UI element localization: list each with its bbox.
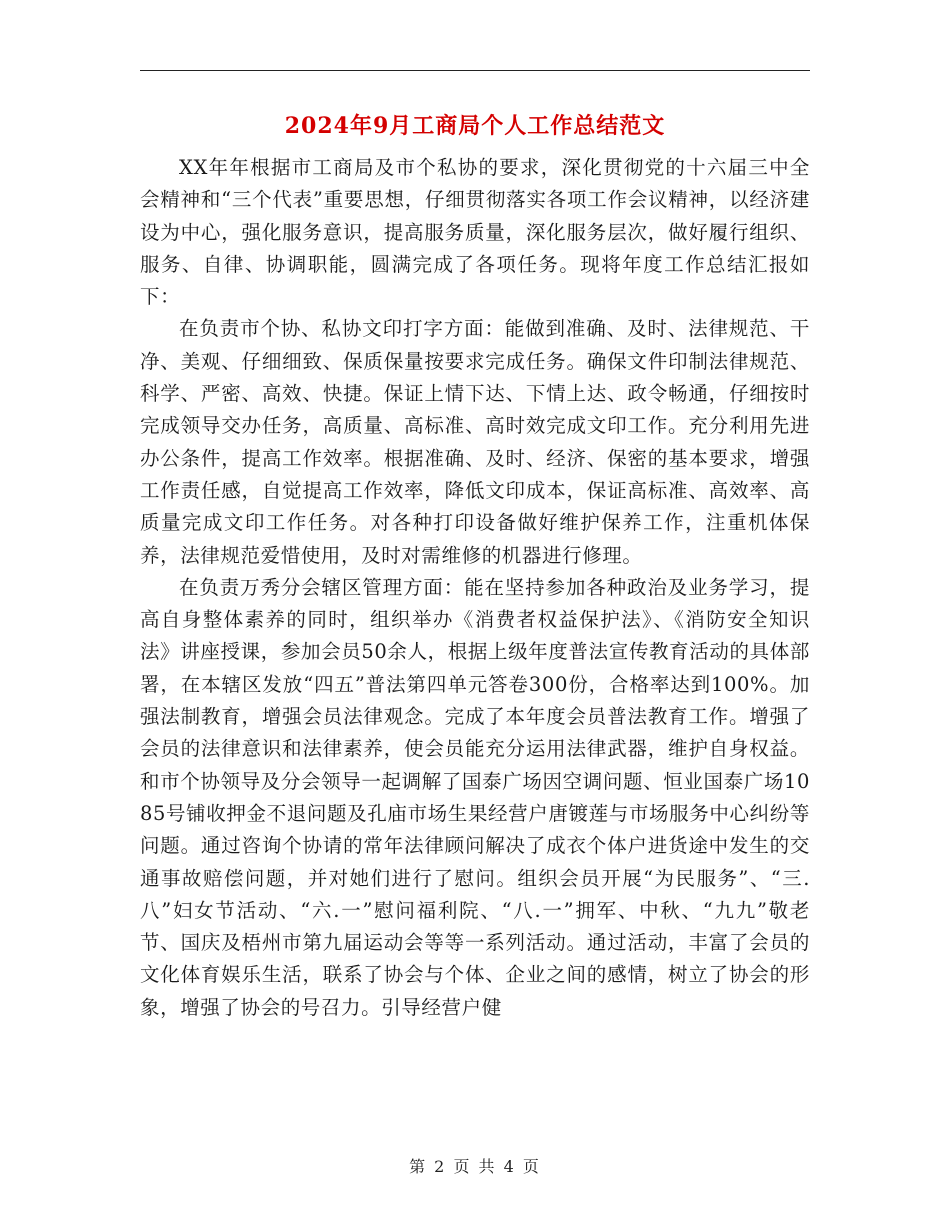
paragraph-printing: 在负责市个协、私协文印打字方面：能做到准确、及时、法律规范、干净、美观、仔细细致、保质保量按要求完成任务。确保文件印制法律规范、科学、严密、高效、快捷。保证上情下达、下情上达、政令畅通，仔细按时完成领导交办任务，高质量、高标准、高时效完成文印工作。充分利用先进办公条件，提高工作效率。根据准确、及时、经济、保密的基本要求，增强工作责任感，自觉提高工作效率，降低文印成本，保证高标准、高效率、高质量完成文印工作任务。对各种打印设备做好维护保养工作，注重机体保养，法律规范爱惜使用，及时对需维修的机器进行修理。 bbox=[140, 317, 810, 567]
header-rule bbox=[140, 70, 810, 71]
paragraph-intro: XX年年根据市工商局及市个私协的要求，深化贯彻党的十六届三中全会精神和“三个代表”重要思想，仔细贯彻落实各项工作会议精神，以经济建设为中心，强化服务意识，提高服务质量，深化服务层次，做好履行组织、服务、自律、协调职能，圆满完成了各项任务。现将年度工作总结汇报如下： bbox=[140, 156, 810, 309]
page-number: 第 2 页 共 4 页 bbox=[409, 1157, 541, 1176]
document-body bbox=[140, 152, 810, 1024]
document-title: 2024年9月工商局个人工作总结范文 bbox=[284, 113, 666, 139]
paragraph-district: 在负责万秀分会辖区管理方面：能在坚持参加各种政治及业务学习，提高自身整体素养的同时，组织举办《消费者权益保护法》、《消防安全知识法》讲座授课，参加会员50余人，根据上级年度普法宣传教育活动的具体部署，在本辖区发放“四五”普法第四单元答卷300份，合格率达到100%。加强法制教育，增强会员法律观念。完成了本年度会员普法教育工作。增强了会员的法律意识和法律素养，使会员能充分运用法律武器，维护自身权益。和市个协领导及分会领导一起调解了国泰广场因空调问题、恒业国泰广场1085号铺收押金不退问题及孔庙市场生果经营户唐镀莲与市场服务中心纠纷等问题。通过咨询个协请的常年法律顾问解决了成衣个体户进货途中发生的交通事故赔偿问题，并对她们进行了慰问。组织会员开展“为民服务”、“三.八”妇女节活动、“六.一”慰问福利院、“八.一”拥军、中秋、“九九”敬老节、国庆及梧州市第九届运动会等等一系列活动。通过活动，丰富了会员的文化体育娱乐生活，联系了协会与个体、企业之间的感情，树立了协会的形象，增强了协会的号召力。引导经营户健 bbox=[140, 575, 810, 1019]
